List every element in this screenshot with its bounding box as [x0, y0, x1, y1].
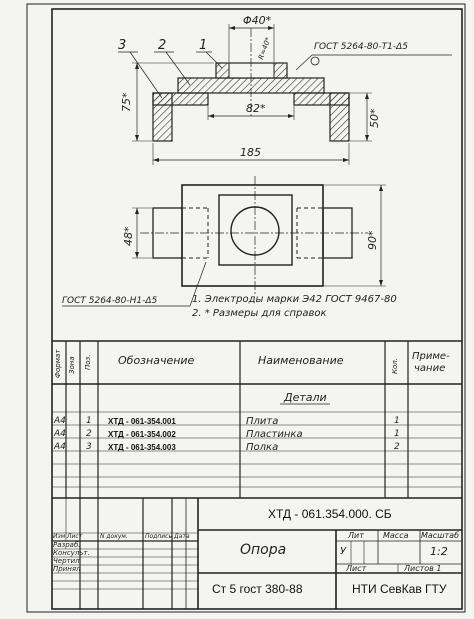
row-designation: ХТД - 061-354.003: [108, 443, 176, 452]
dim-82: 82*: [246, 102, 266, 115]
stamp-role-developer: Разраб.: [53, 541, 81, 549]
doc-code: ХТД - 061.354.000. СБ: [268, 507, 392, 521]
sheets-label: Листов 1: [404, 564, 442, 573]
stamp-role-consultant: Консульт.: [53, 549, 90, 557]
section-parts-title: Детали: [284, 391, 327, 404]
stamp-col-list: Лист: [67, 533, 83, 540]
row-pos: 2: [86, 429, 92, 439]
part-number-1: 1: [199, 38, 208, 53]
stamp-col-izm: Изм: [53, 533, 66, 540]
note-2: 2. * Размеры для справок: [192, 308, 327, 319]
row-designation: ХТД - 061-354.001: [108, 417, 176, 426]
dim-185: 185: [240, 146, 261, 159]
col-zone-header: Зона: [68, 356, 76, 374]
dim-75: 75*: [120, 92, 133, 112]
lit-value: У: [340, 546, 347, 557]
col-note-header-2: чание: [414, 363, 446, 374]
col-pos-header: Поз.: [84, 354, 92, 370]
doc-title: Опора: [240, 542, 287, 558]
sheet-label: Лист: [346, 564, 367, 573]
organization: НТИ СевКав ГТУ: [352, 582, 447, 596]
row-qty: 1: [394, 416, 400, 426]
col-note-header-1: Приме-: [412, 351, 450, 362]
mass-label: Масса: [383, 531, 409, 540]
row-format: А4: [54, 416, 66, 426]
row-qty: 2: [394, 442, 400, 452]
row-format: А4: [54, 442, 66, 452]
note-1: 1. Электроды марки Э42 ГОСТ 9467-80: [192, 294, 397, 305]
part-number-3: 3: [118, 38, 127, 53]
col-qty-header: Кол.: [391, 358, 399, 374]
dim-50: 50*: [368, 108, 381, 128]
material: Ст 5 гост 380-88: [212, 582, 303, 596]
lit-label: Лит: [348, 531, 364, 540]
weld-spec-top: ГОСТ 5264-80-Т1-Δ5: [314, 42, 408, 52]
col-name-header: Наименование: [258, 354, 344, 367]
row-qty: 1: [394, 429, 400, 439]
stamp-col-date: Дата: [174, 533, 190, 540]
stamp-col-doc: N докум.: [100, 533, 128, 540]
stamp-role-drafter: Чертил: [53, 557, 80, 565]
top-view: [62, 176, 386, 306]
stamp-col-sign: Подпись: [145, 533, 172, 540]
weld-spec-bottom: ГОСТ 5264-80-Н1-Δ5: [62, 296, 158, 306]
row-pos: 3: [86, 442, 92, 452]
dim-phi40: Φ40*: [243, 14, 272, 27]
row-designation: ХТД - 061-354.002: [108, 430, 176, 439]
dim-90: 90*: [366, 230, 379, 250]
row-name: Полка: [246, 442, 279, 453]
scale-label: Масштаб: [421, 531, 460, 540]
dim-r40: R≈40*: [257, 36, 273, 61]
scale-value: 1:2: [430, 545, 448, 558]
row-name: Плита: [246, 416, 279, 427]
row-name: Пластинка: [246, 429, 303, 440]
col-designation-header: Обозначение: [118, 354, 195, 367]
part-number-2: 2: [158, 38, 167, 53]
stamp-role-approver: Принял: [53, 565, 81, 573]
dim-48: 48*: [122, 226, 135, 246]
row-format: А4: [54, 429, 66, 439]
col-format-header: Формат: [54, 349, 62, 378]
row-pos: 1: [86, 416, 92, 426]
